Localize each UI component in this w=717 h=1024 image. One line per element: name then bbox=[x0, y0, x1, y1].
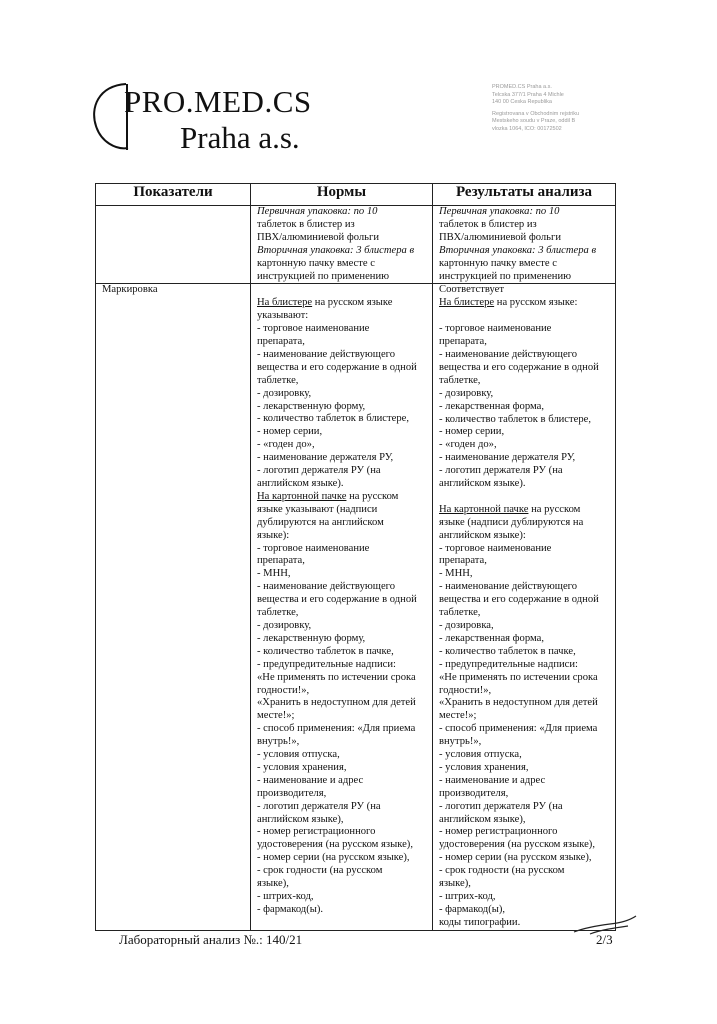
table-row-packaging bbox=[96, 206, 616, 284]
text-line: - номер серии (на русском языке), bbox=[257, 852, 410, 864]
text-line: - предупредительные надписи: bbox=[257, 658, 396, 670]
text-line: таблеток в блистер из bbox=[439, 218, 537, 230]
spacer bbox=[257, 284, 428, 297]
header-results: Результаты анализа bbox=[433, 184, 616, 206]
text-line: - наименование и адрес bbox=[439, 774, 546, 786]
text-line: английском языке), bbox=[257, 813, 344, 825]
text-line: - лекарственную форму, bbox=[257, 400, 366, 412]
lab-analysis-number: Лабораторный анализ №.: 140/21 bbox=[119, 932, 303, 947]
text-line: На блистере на русском языке: bbox=[439, 297, 578, 309]
norms-blister-list bbox=[257, 297, 428, 491]
text-line: - фармакод(ы), bbox=[439, 903, 506, 915]
text-line: На картонной пачке bbox=[257, 490, 347, 502]
text-line: - дозировка, bbox=[439, 619, 494, 631]
text-line: - торговое наименование bbox=[257, 542, 370, 554]
text-line: - номер серии, bbox=[439, 426, 505, 438]
results-blister-list bbox=[439, 297, 611, 491]
text-line: коды типографии. bbox=[439, 916, 521, 928]
text-line: годности!», bbox=[439, 684, 492, 696]
text-line: языке): bbox=[257, 529, 290, 541]
text-line: - торговое наименование bbox=[439, 542, 552, 554]
text-line: препарата, bbox=[257, 336, 305, 348]
text-line: - предупредительные надписи: bbox=[439, 658, 578, 670]
text-line: Первичная упаковка: по 10 bbox=[439, 206, 560, 217]
text-line: - количество таблеток в блистере, bbox=[257, 413, 409, 425]
address-line: Telcska 377/1 Praha 4 Michle bbox=[492, 91, 564, 98]
text-line: ПВХ/алюминиевой фольги bbox=[257, 231, 380, 243]
header-indicator: Показатели bbox=[96, 184, 251, 206]
norms-carton-list bbox=[257, 491, 428, 917]
text-line: На картонной пачке на русском bbox=[257, 490, 399, 502]
text-line: - «годен до», bbox=[439, 439, 497, 451]
text-line: препарата, bbox=[439, 555, 487, 567]
text-line: - дозировку, bbox=[257, 387, 312, 399]
text-line: - условия отпуска, bbox=[257, 749, 340, 761]
text-line: английском языке), bbox=[439, 813, 526, 825]
text-line: инструкцией по применению bbox=[257, 270, 390, 282]
text-line: - количество таблеток в пачке, bbox=[257, 645, 394, 657]
cell-norms-marking bbox=[251, 284, 433, 930]
text-line: годности!», bbox=[257, 684, 310, 696]
results-carton-list bbox=[439, 504, 611, 930]
complies-status: Соответствует bbox=[439, 284, 505, 296]
text-line: На блистере bbox=[439, 297, 495, 309]
text-line: - номер серии, bbox=[257, 426, 323, 438]
text-line: таблетке, bbox=[439, 374, 481, 386]
text-line: - логотип держателя РУ (на bbox=[439, 465, 563, 477]
text-line: вещества и его содержание в одной bbox=[257, 361, 417, 373]
table-row-marking bbox=[96, 284, 616, 930]
text-line: инструкцией по применению bbox=[439, 270, 572, 282]
text-line: - штрих-код, bbox=[257, 891, 314, 903]
text-line: английском языке). bbox=[257, 478, 344, 490]
text-line: указывают: bbox=[257, 310, 309, 322]
text-line: - условия хранения, bbox=[439, 761, 529, 773]
text-line: вещества и его содержание в одной bbox=[439, 594, 599, 606]
company-address bbox=[492, 84, 642, 133]
text-line: вещества и его содержание в одной bbox=[439, 361, 599, 373]
text-line: На блистере bbox=[257, 297, 313, 309]
text-line: - торговое наименование bbox=[439, 323, 552, 335]
text-line: Вторичная упаковка: 3 блистера в bbox=[439, 244, 597, 256]
analysis-table bbox=[95, 183, 616, 931]
address-line: PROMED.CS Praha a.s. bbox=[492, 84, 552, 90]
text-line: «Не применять по истечении срока bbox=[439, 671, 598, 683]
text-line: - срок годности (на русском bbox=[257, 865, 383, 877]
company-logo bbox=[88, 78, 328, 158]
text-line: вещества и его содержание в одной bbox=[257, 594, 417, 606]
text-line bbox=[257, 206, 428, 219]
text-line: месте!»; bbox=[439, 710, 477, 722]
text-line: «Хранить в недоступном для детей bbox=[439, 697, 598, 709]
text-line: - дозировку, bbox=[257, 619, 312, 631]
text-line: - наименование действующего bbox=[257, 348, 396, 360]
text-line: - номер серии (на русском языке), bbox=[439, 852, 592, 864]
address-line: Registrovana v Obchodnim rejstriku bbox=[492, 110, 580, 117]
text-line: таблетке, bbox=[257, 374, 299, 386]
text-line: внутрь!», bbox=[439, 736, 482, 748]
text-line: таблетке, bbox=[257, 607, 299, 619]
cell-indicator-marking: Маркировка bbox=[96, 284, 251, 930]
text-line: - наименование держателя РУ, bbox=[257, 452, 394, 464]
company-name-line1: PRO.MED.CS bbox=[124, 84, 312, 119]
text-line: ПВХ/алюминиевой фольги bbox=[439, 231, 562, 243]
text-line: - «годен до», bbox=[257, 439, 315, 451]
text-line: - лекарственная форма, bbox=[439, 632, 544, 644]
text-line: На картонной пачке на русском bbox=[439, 503, 581, 515]
spacer bbox=[439, 491, 611, 504]
company-name-line2: Praha a.s. bbox=[180, 120, 300, 155]
text-line: языке указывают (надписи bbox=[257, 503, 378, 515]
text-line: - способ применения: «Для приема bbox=[439, 723, 598, 735]
text-line: - лекарственную форму, bbox=[257, 632, 366, 644]
header-norms: Нормы bbox=[251, 184, 433, 206]
text-line: - фармакод(ы). bbox=[257, 903, 324, 915]
text-line: Первичная упаковка: по 10 bbox=[257, 206, 378, 217]
address-line: vlozka 1064, ICO: 00172502 bbox=[492, 125, 562, 132]
text-line: дублируются на английском bbox=[257, 516, 384, 528]
cell-indicator bbox=[96, 206, 251, 284]
text-line: производителя, bbox=[257, 787, 327, 799]
text-line: производителя, bbox=[439, 787, 509, 799]
text-line: - МНН, bbox=[257, 568, 291, 580]
text-line: картонную пачку вместе с bbox=[439, 257, 557, 269]
text-line: - дозировку, bbox=[439, 387, 494, 399]
cell-results-packaging bbox=[433, 206, 616, 284]
text-line: - номер регистрационного bbox=[439, 826, 558, 838]
text-line: - номер регистрационного bbox=[257, 826, 376, 838]
text-line: языке (надписи дублируются на bbox=[439, 516, 584, 528]
text-line: английском языке): bbox=[439, 529, 526, 541]
text-line: - торговое наименование bbox=[257, 323, 370, 335]
text-line: - логотип держателя РУ (на bbox=[257, 800, 381, 812]
text-line: «Хранить в недоступном для детей bbox=[257, 697, 416, 709]
text-line: На картонной пачке bbox=[439, 503, 529, 515]
text-line: - наименование и адрес bbox=[257, 774, 364, 786]
address-line: 140 00 Ceska Republika bbox=[492, 99, 552, 105]
text-line: языке), bbox=[257, 878, 289, 890]
text-line: английском языке). bbox=[439, 478, 526, 490]
text-line: - наименование действующего bbox=[257, 581, 396, 593]
page-number: 2/3 bbox=[596, 932, 613, 947]
text-line: - условия хранения, bbox=[257, 761, 347, 773]
text-line: языке), bbox=[439, 878, 471, 890]
text-line: - лекарственная форма, bbox=[439, 400, 544, 412]
text-line: - наименование держателя РУ, bbox=[439, 452, 576, 464]
text-line: На блистере на русском языке bbox=[257, 297, 393, 309]
text-line: таблетке, bbox=[439, 607, 481, 619]
text-line: внутрь!», bbox=[257, 736, 300, 748]
cell-norms-packaging bbox=[251, 206, 433, 284]
text-line bbox=[439, 310, 611, 323]
text-line: - количество таблеток в пачке, bbox=[439, 645, 576, 657]
text-line: - наименование действующего bbox=[439, 581, 578, 593]
text-line: - срок годности (на русском bbox=[439, 865, 565, 877]
text-line: - количество таблеток в блистере, bbox=[439, 413, 591, 425]
text-line: препарата, bbox=[439, 336, 487, 348]
text-line: картонную пачку вместе с bbox=[257, 257, 375, 269]
text-line: удостоверения (на русском языке), bbox=[257, 839, 413, 851]
text-line: - МНН, bbox=[439, 568, 473, 580]
text-line: препарата, bbox=[257, 555, 305, 567]
text-line: - логотип держателя РУ (на bbox=[439, 800, 563, 812]
text-line: «Не применять по истечении срока bbox=[257, 671, 416, 683]
text-line: месте!»; bbox=[257, 710, 295, 722]
text-line: - логотип держателя РУ (на bbox=[257, 465, 381, 477]
table-header-row bbox=[96, 184, 616, 206]
text-line: таблеток в блистер из bbox=[257, 218, 355, 230]
text-line: - способ применения: «Для приема bbox=[257, 723, 416, 735]
text-line: - штрих-код, bbox=[439, 891, 496, 903]
text-line: - условия отпуска, bbox=[439, 749, 522, 761]
cell-results-marking bbox=[433, 284, 616, 930]
address-line: Mestskeho soudu v Praze, oddil B bbox=[492, 118, 576, 124]
text-line: удостоверения (на русском языке), bbox=[439, 839, 595, 851]
text-line: - наименование действующего bbox=[439, 348, 578, 360]
text-line: Вторичная упаковка: 3 блистера в bbox=[257, 244, 415, 256]
